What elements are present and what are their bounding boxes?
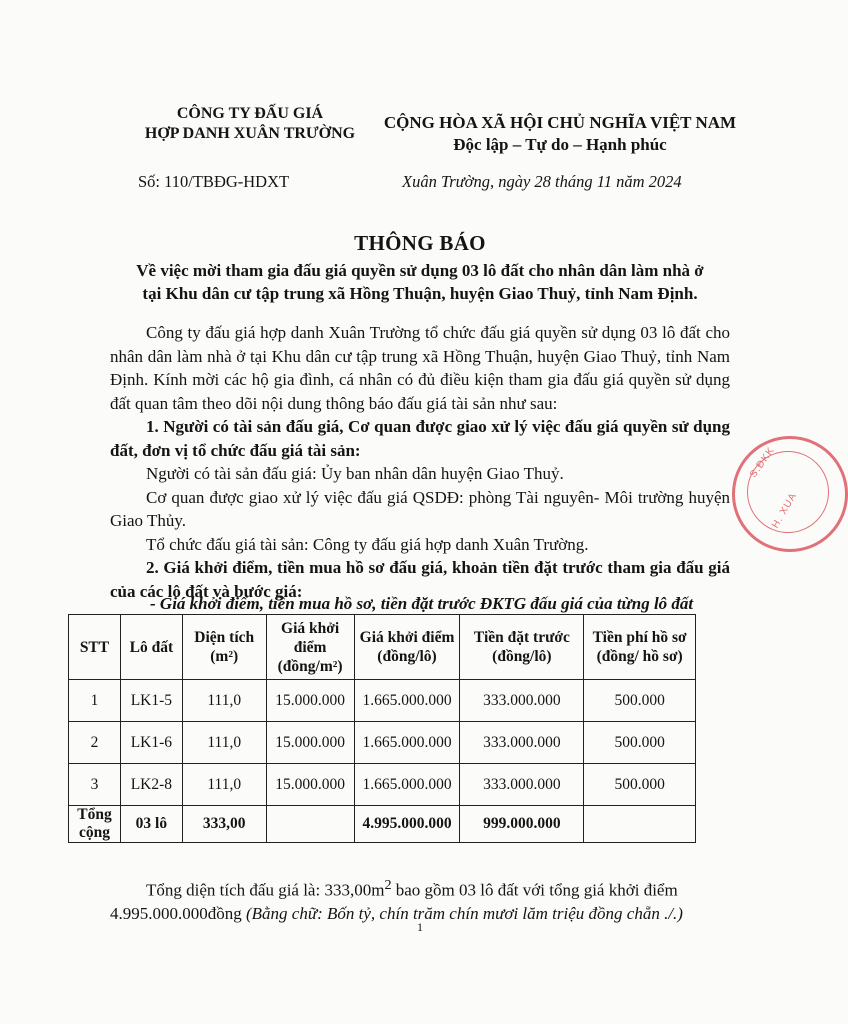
cell-area: 111,0 — [182, 722, 266, 764]
summary-paragraph — [110, 874, 730, 925]
cell-deposit: 333.000.000 — [460, 722, 584, 764]
cell-lot: LK1-5 — [120, 680, 182, 722]
table-row — [69, 722, 696, 764]
cell-lot: LK1-6 — [120, 722, 182, 764]
header-price-per-lot: Giá khởi điểm (đồng/lô) — [354, 615, 460, 680]
total-price: 4.995.000.000 — [354, 806, 460, 843]
subtitle-line-1: Về việc mời tham gia đấu giá quyền sử dụng 03 lô đất cho nhân dân làm nhà ở — [136, 261, 704, 280]
cell-stt: 1 — [69, 680, 121, 722]
intro-paragraph: Công ty đấu giá hợp danh Xuân Trường tổ chức đấu giá quyền sử dụng 03 lô đất cho nhân dân làm nhà ở tại Khu dân cư tập trung xã Hồng Thuận, huyện Giao Thuỷ, tỉnh Nam Định. Kính mời các hộ gia đình, cá nhân có đủ điều kiện tham gia đấu giá quyền sử dụng đất quan tâm theo dõi nội dung thông báo đấu giá tài sản như sau: — [110, 323, 730, 413]
cell-stt: 3 — [69, 764, 121, 806]
cell-price-per-m2: 15.000.000 — [266, 722, 354, 764]
cell-fee: 500.000 — [584, 680, 696, 722]
table-row — [69, 680, 696, 722]
document-title: THÔNG BÁO — [354, 231, 486, 255]
cell-price-per-lot: 1.665.000.000 — [354, 680, 460, 722]
cell-fee: 500.000 — [584, 764, 696, 806]
cell-price-per-lot: 1.665.000.000 — [354, 722, 460, 764]
nation-line-2: Độc lập – Tự do – Hạnh phúc — [453, 135, 667, 154]
summary-superscript: 2 — [384, 877, 392, 893]
org-line-1: CÔNG TY ĐẤU GIÁ — [176, 105, 324, 122]
header-deposit: Tiền đặt trước (đồng/lô) — [460, 615, 584, 680]
cell-stt: 2 — [69, 722, 121, 764]
header-stt: STT — [69, 615, 121, 680]
cell-deposit: 333.000.000 — [460, 680, 584, 722]
org-line-2: HỢP DANH XUÂN TRƯỜNG — [144, 125, 356, 142]
subtitle-line-2: tại Khu dân cư tập trung xã Hồng Thuận, huyện Giao Thuỷ, tỉnh Nam Định. — [142, 284, 698, 303]
fees-table — [68, 614, 696, 843]
header-fee: Tiền phí hồ sơ (đồng/ hồ sơ) — [584, 615, 696, 680]
summary-in-words: (Bằng chữ: Bốn tỷ, chín trăm chín mươi lăm triệu đồng chẵn ./.) — [246, 903, 683, 923]
section-2-heading: 2. Giá khởi điểm, tiền mua hồ sơ đấu giá, khoản tiền đặt trước tham gia đấu giá của các lô đất và bước giá: — [110, 558, 730, 601]
asset-owner: Người có tài sản đấu giá: Ủy ban nhân dân huyện Giao Thuỷ. — [146, 464, 564, 483]
table-total-row — [69, 806, 696, 843]
total-label: Tổng cộng — [69, 806, 121, 843]
summary-text — [110, 874, 730, 925]
cell-lot: LK2-8 — [120, 764, 182, 806]
document-subtitle — [100, 259, 740, 305]
place-date: Xuân Trường, ngày 28 tháng 11 năm 2024 — [402, 172, 682, 191]
table-header-row — [69, 615, 696, 680]
header-lot: Lô đất — [120, 615, 182, 680]
cell-area: 111,0 — [182, 764, 266, 806]
table-caption: - Giá khởi điểm, tiền mua hồ sơ, tiền đặt trước ĐKTG đấu giá của từng lô đất — [150, 594, 694, 613]
cell-area: 111,0 — [182, 680, 266, 722]
header-area: Diện tích (m²) — [182, 615, 266, 680]
page-number: 1 — [417, 920, 423, 934]
total-lots: 03 lô — [120, 806, 182, 843]
table-row — [69, 764, 696, 806]
organization-name — [120, 104, 380, 144]
cell-price-per-lot: 1.665.000.000 — [354, 764, 460, 806]
cell-deposit: 333.000.000 — [460, 764, 584, 806]
total-area: 333,00 — [182, 806, 266, 843]
summary-suffix: bao gồm 03 lô đất với tổng giá khởi điểm 4.995.000.000đồng — [110, 880, 678, 923]
seal-text-top: S.ĐKK — [747, 445, 778, 480]
cell-price-per-m2: 15.000.000 — [266, 764, 354, 806]
auction-organizer: Tổ chức đấu giá tài sản: Công ty đấu giá hợp danh Xuân Trường. — [146, 534, 589, 554]
document-number: Số: 110/TBĐG-HDXT — [138, 172, 290, 191]
summary-prefix: Tổng diện tích đấu giá là: 333,00m — [146, 880, 385, 900]
national-motto — [380, 112, 740, 156]
notice-body — [110, 321, 730, 603]
cell-price-per-m2: 15.000.000 — [266, 680, 354, 722]
header-price-per-m2: Giá khởi điểm (đồng/m²) — [266, 615, 354, 680]
seal-text-bottom: H. XUA — [770, 490, 800, 531]
total-fee — [584, 806, 696, 843]
cell-fee: 500.000 — [584, 722, 696, 764]
handling-agency: Cơ quan được giao xử lý việc đấu giá QSDĐ: phòng Tài nguyên- Môi trường huyện Giao Thủy. — [110, 487, 730, 530]
total-deposit: 999.000.000 — [460, 806, 584, 843]
total-price-per-m2 — [266, 806, 354, 843]
section-1-heading: 1. Người có tài sản đấu giá, Cơ quan được giao xử lý việc đấu giá quyền sử dụng đất, đơn vị tổ chức đấu giá tài sản: — [110, 417, 730, 460]
red-seal-stamp — [732, 436, 848, 552]
nation-line-1: CỘNG HÒA XÃ HỘI CHỦ NGHĨA VIỆT NAM — [383, 113, 737, 132]
